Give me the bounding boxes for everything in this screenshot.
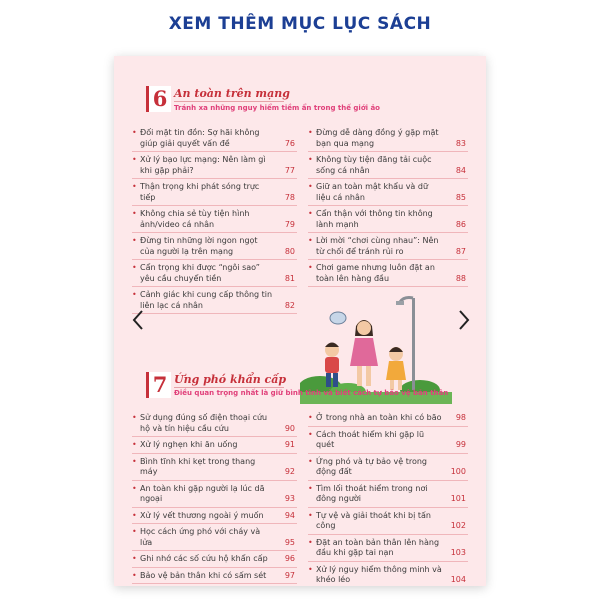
bullet-icon: • xyxy=(308,155,313,164)
bullet-icon: • xyxy=(132,413,137,422)
toc-entry-text: Ở trong nhà an toàn khi có bão xyxy=(316,413,442,422)
bullet-icon: • xyxy=(308,456,313,466)
toc-entry-text: Xử lý nguy hiểm thông minh và khéo léo xyxy=(316,564,442,584)
toc-entry-text: Thận trọng khi phát sóng trực tiếp xyxy=(140,182,260,202)
toc-entry-text: Cẩn thận với thông tin không lành mạnh xyxy=(316,209,433,229)
bullet-icon: • xyxy=(132,128,137,137)
toc-entry xyxy=(132,484,297,508)
section-7-subtitle: Điều quan trọng nhất là giữ bình tĩnh và biết cách tự bảo vệ bản thân xyxy=(174,389,449,397)
next-image-button[interactable] xyxy=(452,305,476,335)
toc-entry-page: 90 xyxy=(284,423,295,433)
toc-entry-page: 97 xyxy=(284,570,295,580)
bullet-icon: • xyxy=(308,564,313,574)
section-6-title-underline xyxy=(174,101,284,102)
toc-entry-page: 80 xyxy=(284,246,295,256)
toc-entry xyxy=(132,182,297,206)
bullet-icon: • xyxy=(308,182,313,191)
toc-entry-page: 94 xyxy=(284,510,295,520)
bullet-icon: • xyxy=(132,290,137,299)
bullet-icon: • xyxy=(308,413,313,422)
toc-entry xyxy=(132,413,297,437)
bullet-icon: • xyxy=(308,429,313,439)
bullet-icon: • xyxy=(132,510,137,520)
toc-entry xyxy=(132,155,297,179)
toc-entry xyxy=(308,236,468,260)
section-6-right-column xyxy=(308,128,468,290)
toc-entry-page: 78 xyxy=(284,192,295,202)
section-7-right-column xyxy=(308,413,468,586)
book-page xyxy=(114,56,486,586)
toc-entry xyxy=(132,457,297,481)
toc-entry-page: 96 xyxy=(284,554,295,563)
previous-image-button[interactable] xyxy=(126,305,150,335)
toc-entry-text: Không chia sẻ tùy tiện hình ảnh/video cá nhân xyxy=(140,209,250,229)
toc-entry-page: 99 xyxy=(455,440,466,449)
toc-entry-page: 98 xyxy=(455,413,466,422)
section-6-subtitle: Tránh xa những nguy hiểm tiềm ẩn trong thế giới ảo xyxy=(174,104,380,112)
toc-entry-text: Chơi game nhưng luôn đặt an toàn lên hàng đầu xyxy=(316,263,435,283)
toc-entry-page: 79 xyxy=(284,219,295,229)
toc-entry-text: Ghi nhớ các số cứu hộ khẩn cấp xyxy=(140,554,268,563)
bullet-icon: • xyxy=(308,263,313,272)
toc-entry xyxy=(308,565,468,587)
toc-entry-page: 88 xyxy=(455,273,466,283)
bullet-icon: • xyxy=(308,537,313,547)
toc-entry xyxy=(308,209,468,233)
toc-entry-text: Giữ an toàn mật khẩu và dữ liệu cá nhân xyxy=(316,182,429,202)
toc-entry xyxy=(308,538,468,562)
chevron-left-icon xyxy=(131,309,145,331)
bullet-icon: • xyxy=(132,155,137,164)
toc-entry-text: Lời mời “chơi cùng nhau”: Nên từ chối để tránh rủi ro xyxy=(316,236,439,256)
toc-entry-text: Cẩn trọng khi được “ngôi sao” yêu cầu chuyển tiền xyxy=(140,263,260,283)
bullet-icon: • xyxy=(132,182,137,191)
toc-entry xyxy=(132,440,297,454)
chevron-right-icon xyxy=(457,309,471,331)
toc-entry xyxy=(132,511,297,525)
toc-entry-page: 104 xyxy=(450,575,466,584)
toc-entry-page: 101 xyxy=(450,494,466,503)
bullet-icon: • xyxy=(132,527,137,536)
section-6-number: 6 xyxy=(146,86,171,112)
bullet-icon: • xyxy=(308,209,313,218)
toc-entry-text: Xử lý vết thương ngoài ý muốn xyxy=(140,510,264,520)
toc-entry-text: Bảo vệ bản thân khi có sấm sét xyxy=(140,570,267,580)
toc-entry-text: Xử lý bạo lực mạng: Nên làm gì khi gặp phải? xyxy=(140,155,266,175)
toc-entry-page: 103 xyxy=(450,548,466,557)
toc-entry-page: 91 xyxy=(284,440,295,449)
section-7-title: Ứng phó khẩn cấp xyxy=(174,373,287,386)
bullet-icon: • xyxy=(132,483,137,493)
toc-entry xyxy=(132,571,297,585)
toc-entry-page: 92 xyxy=(284,467,295,476)
toc-entry xyxy=(308,182,468,206)
toc-entry xyxy=(308,128,468,152)
bullet-icon: • xyxy=(132,236,137,245)
bullet-icon: • xyxy=(132,209,137,218)
section-6-title: An toàn trên mạng xyxy=(174,87,290,100)
toc-entry-text: Đừng dễ dàng đồng ý gặp mặt bạn qua mạng xyxy=(316,128,439,148)
toc-entry-text: Xử lý nghẹn khi ăn uống xyxy=(140,440,238,449)
children-illustration xyxy=(300,292,452,404)
toc-entry xyxy=(132,236,297,260)
toc-entry xyxy=(132,263,297,287)
bullet-icon: • xyxy=(308,483,313,493)
toc-entry-page: 83 xyxy=(455,138,466,148)
toc-entry-text: Bình tĩnh khi kẹt trong thang máy xyxy=(140,456,256,476)
toc-entry xyxy=(308,413,468,427)
toc-entry-page: 85 xyxy=(455,192,466,202)
section-6-left-column xyxy=(132,128,297,317)
toc-entry-page: 100 xyxy=(450,467,466,476)
section-7-title-underline xyxy=(174,387,284,388)
toc-entry-page: 77 xyxy=(284,165,295,175)
bullet-icon: • xyxy=(308,128,313,137)
toc-entry xyxy=(132,128,297,152)
page-header-title: XEM THÊM MỤC LỤC SÁCH xyxy=(168,14,432,34)
toc-entry-text: Không tùy tiện đăng tải cuộc sống cá nhân xyxy=(316,155,432,175)
toc-entry-page: 86 xyxy=(455,219,466,229)
toc-entry xyxy=(308,457,468,481)
toc-entry-text: Đối mặt tin đồn: Sợ hãi không giúp giải quyết vấn đề xyxy=(140,128,260,148)
toc-entry-page: 95 xyxy=(284,537,295,547)
toc-entry xyxy=(308,430,468,454)
bullet-icon: • xyxy=(132,570,137,580)
toc-entry-text: Tìm lối thoát hiểm trong nơi đông người xyxy=(316,483,428,503)
toc-entry-page: 102 xyxy=(450,521,466,530)
section-7-left-column xyxy=(132,413,297,586)
toc-entry-page: 76 xyxy=(284,138,295,148)
toc-entry xyxy=(132,290,297,314)
bullet-icon: • xyxy=(132,554,137,563)
toc-entry-text: Đừng tin những lời ngon ngọt của người lạ trên mạng xyxy=(140,236,258,256)
toc-entry-text: Cách thoát hiểm khi gặp lũ quét xyxy=(316,429,425,449)
toc-entry-page: 82 xyxy=(284,300,295,310)
toc-entry-text: Đặt an toàn bản thân lên hàng đầu khi gặp tai nạn xyxy=(316,537,440,557)
toc-entry-text: Sử dụng đúng số điện thoại cứu hộ và tín hiệu cầu cứu xyxy=(140,413,268,433)
toc-entry-page: 87 xyxy=(455,246,466,256)
toc-entry-page: 81 xyxy=(284,273,295,283)
section-7-number: 7 xyxy=(146,372,171,398)
toc-entry xyxy=(132,554,297,568)
toc-entry xyxy=(308,155,468,179)
bullet-icon: • xyxy=(132,440,137,449)
toc-entry xyxy=(132,209,297,233)
toc-entry-page: 93 xyxy=(284,494,295,503)
toc-entry-text: Tự vệ và giải thoát khi bị tấn công xyxy=(316,510,431,530)
toc-entry xyxy=(308,263,468,287)
toc-entry-text: Học cách ứng phó với cháy và lửa xyxy=(140,527,261,547)
toc-entry-text: Ứng phó và tự bảo vệ trong động đất xyxy=(316,456,427,476)
toc-entry xyxy=(308,511,468,535)
bullet-icon: • xyxy=(132,456,137,466)
toc-entry-text: An toàn khi gặp người lạ lúc dã ngoại xyxy=(140,483,265,503)
bullet-icon: • xyxy=(132,263,137,272)
toc-entry-page: 84 xyxy=(455,165,466,175)
toc-entry xyxy=(308,484,468,508)
bullet-icon: • xyxy=(308,236,313,245)
toc-entry xyxy=(132,527,297,551)
bullet-icon: • xyxy=(308,510,313,520)
toc-entry-text: Cảnh giác khi cung cấp thông tin liên lạc cá nhân xyxy=(140,290,273,310)
